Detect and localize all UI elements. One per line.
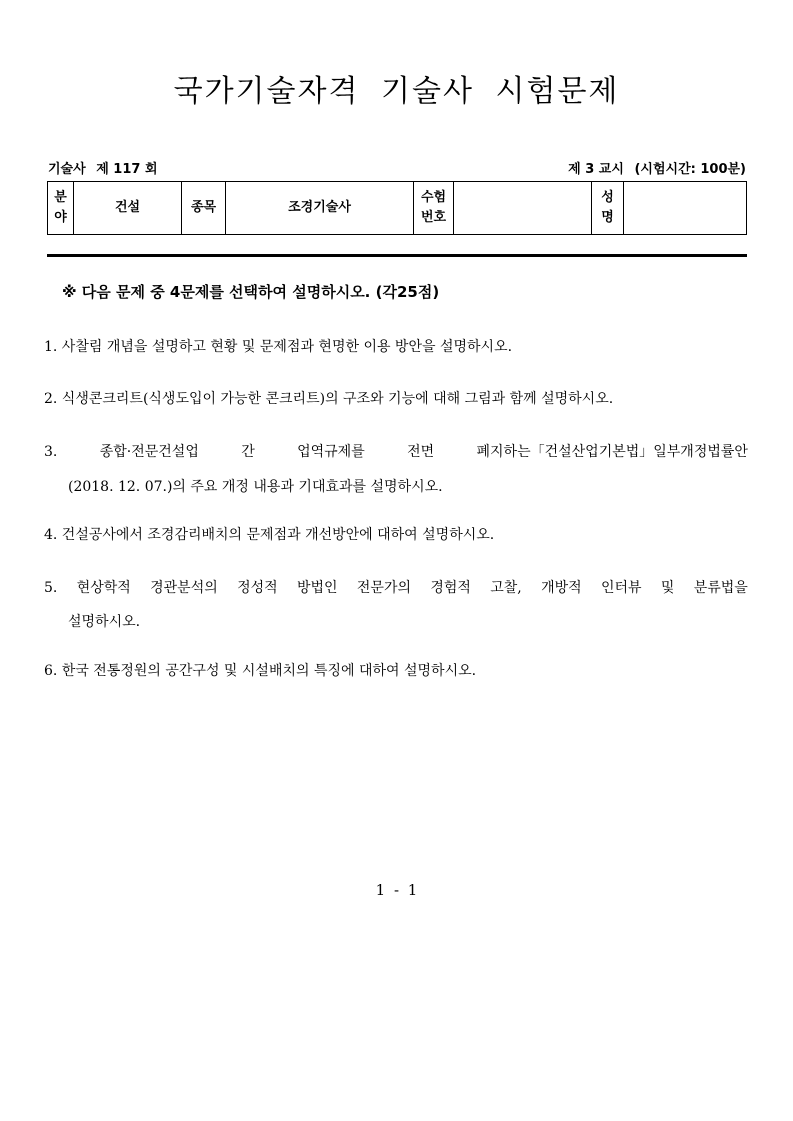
question-word: 분류법을 <box>693 580 748 596</box>
field-label-bottom: 야 <box>54 210 67 225</box>
exam-time: (시험시간: 100분) <box>634 162 746 177</box>
exam-number-label-cell <box>414 182 454 235</box>
exam-meta-left <box>48 160 158 180</box>
exam-session: 제 3 교시 <box>568 162 624 177</box>
field-label-cell <box>48 182 74 235</box>
qualification-label: 기술사 <box>48 162 86 177</box>
name-label-bottom: 명 <box>601 210 614 225</box>
question-word: 업역규제를 <box>297 444 365 460</box>
question-5 <box>44 578 748 598</box>
name-label-cell <box>592 182 624 235</box>
question-1: 1. 사찰림 개념을 설명하고 현황 및 문제점과 현명한 이용 방안을 설명하시오. <box>44 339 513 355</box>
exam-round: 제 117 회 <box>96 162 158 177</box>
field-value-cell: 건설 <box>74 182 182 235</box>
section-divider <box>47 254 747 257</box>
question-word: 3. <box>44 444 58 460</box>
name-field[interactable] <box>624 182 747 235</box>
category-label-cell: 종목 <box>182 182 226 235</box>
exam-info-table <box>47 181 747 235</box>
question-6: 6. 한국 전통정원의 공간구성 및 시설배치의 특징에 대하여 설명하시오. <box>44 663 477 679</box>
info-table-row <box>48 182 747 235</box>
question-word: 현상학적 <box>76 580 131 596</box>
question-3-continued: (2018. 12. 07.)의 주요 개정 내용과 기대효과를 설명하시오. <box>68 479 443 495</box>
question-word: 종합·전문건설업 <box>99 444 199 460</box>
field-label-top: 분 <box>54 190 67 205</box>
name-label-top: 성 <box>601 190 614 205</box>
question-word: 전문가의 <box>356 580 411 596</box>
question-word: 방법인 <box>296 580 338 596</box>
question-5-continued: 설명하시오. <box>68 614 141 630</box>
question-2: 2. 식생콘크리트(식생도입이 가능한 콘크리트)의 구조와 기능에 대해 그림과 함께 설명하시오. <box>44 391 614 407</box>
question-word: 고찰, <box>490 580 522 596</box>
question-word: 개방적 <box>541 580 582 596</box>
instruction-text: ※ 다음 문제 중 4문제를 선택하여 설명하시오. (각25점) <box>62 283 440 301</box>
question-word: 정성적 <box>237 580 278 596</box>
question-word: 경관분석의 <box>150 580 218 596</box>
exam-title: 국가기술자격 기술사 시험문제 <box>173 74 620 109</box>
category-value-cell: 조경기술사 <box>226 182 414 235</box>
question-word: 전면 <box>407 444 435 460</box>
question-word: 5. <box>44 580 58 596</box>
exam-number-label-top: 수험 <box>420 190 447 205</box>
question-4: 4. 건설공사에서 조경감리배치의 문제점과 개선방안에 대하여 설명하시오. <box>44 527 495 543</box>
question-word: 간 <box>241 444 255 460</box>
exam-number-label-bottom: 번호 <box>420 210 447 225</box>
question-3 <box>44 442 748 462</box>
exam-meta-right <box>568 160 746 180</box>
page-number: 1 - 1 <box>375 881 418 899</box>
question-word: 인터뷰 <box>600 580 642 596</box>
exam-number-field[interactable] <box>454 182 592 235</box>
exam-meta-row <box>48 160 746 180</box>
question-word: 폐지하는「건설산업기본법」일부개정법률안 <box>476 444 748 460</box>
question-word: 경험적 <box>430 580 471 596</box>
question-word: 및 <box>660 580 675 596</box>
